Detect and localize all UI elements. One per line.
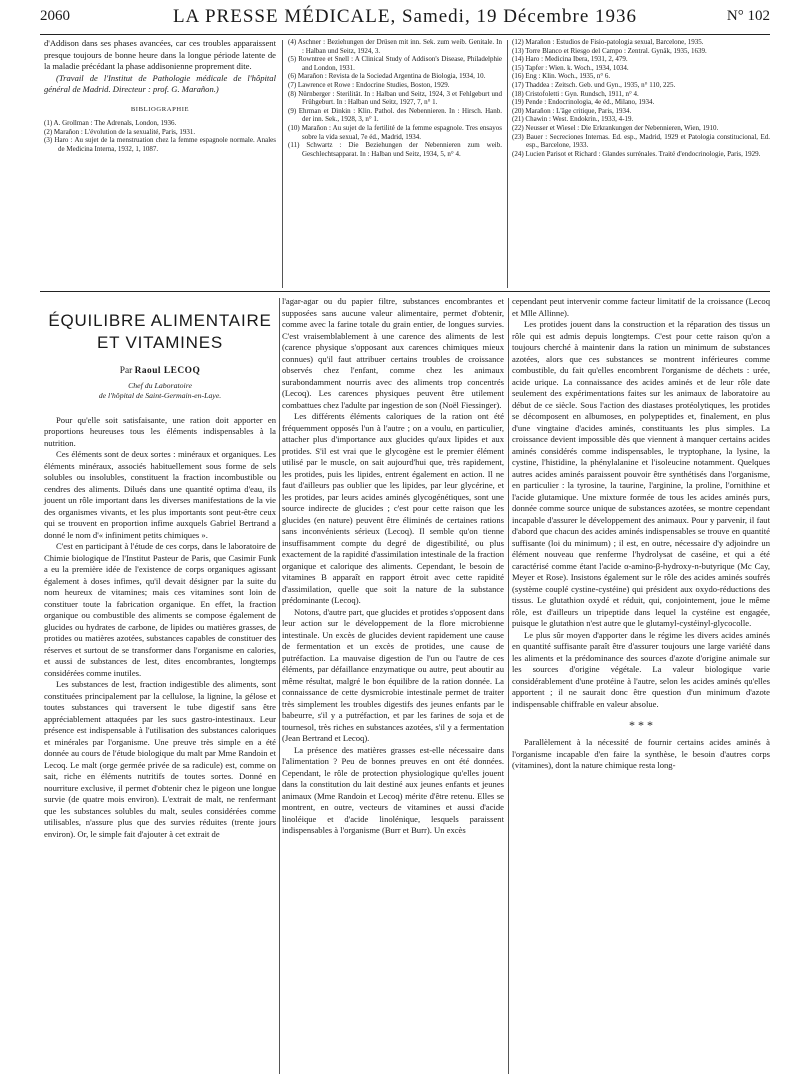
column-divider	[507, 40, 508, 288]
paragraph: Pour qu'elle soit satisfaisante, une ration doit apporter en proportions heureuses tous les éléments indispensables à la nutrition.	[44, 414, 276, 448]
header-rule	[40, 34, 770, 35]
author-name: Raoul LECOQ	[134, 366, 201, 376]
prev-article-caption: (Travail de l'Institut de Pathologie médicale de l'hôpital général de Madrid. Directeur : prof. G. Marañon.)	[44, 72, 276, 94]
reference-item: (19) Pende : Endocrinologia, 4e éd., Milano, 1934.	[512, 98, 655, 107]
article-title-line-1: ÉQUILIBRE ALIMENTAIRE	[48, 311, 272, 330]
reference-item: (20) Marañon : L'âge critique, Paris, 1934.	[512, 106, 632, 115]
section-separator: * * *	[629, 718, 653, 732]
paragraph: C'est en participant à l'étude de ces corps, dans le laboratoire de Chimie biologique de l'Institut Pasteur de Paris, que Casimir Funk a eu la première idée de l'existence de corps organiques agissant également à doses infimes, qu'il devait désigner par la suite du nom heureux de vitamines; mais ces vitamines sont loin de constituer toute la fabrication organique. En effet, la fraction organique ou combustible des aliments se compose également de glucides ou hydrates de carbone, de lipides ou matières grasses, de protides ou matières azotées, substances capables de constituer des réserves et surtout de se transformer dans l'organisme en calories, et aussi de substances de lest, dites encombrantes, longtemps considérées comme inutiles.	[44, 541, 276, 678]
reference-item: (8) Nürnberger : Sterilität. In : Halban und Seitz, 1924, 3 et Fehlgeburt und Frühgeburt. In : Halban und Seitz, 1927, 7, n° 1.	[288, 89, 502, 107]
paragraph: Les substances de lest, fraction indigestible des aliments, sont constituées principalement par la cellulose, la lignine, la gélose et toutes substances qui traversent le tube digestif sans être appréciablement attaquées par les sucs gastro-intestinaux. Leur présence est indispensable à l'utilisation des substances caloriques et minérales par l'organisme. Une preuve très simple en a été donnée au cours de l'étude biologique du malt par Mme Randoin et Lecoq. Le malt (orge germée privée de sa radicule) est, comme on sait, riche en éléments nutritifs de toutes sortes. Donné en nourriture exclusive, il permet d'obtenir chez le pigeon une longue survie (de quatre mois environ). L'extrait de malt, ne renfermant que les substances solubles du malt, seules considérées comme utilisables, n'assure plus que des survies réduites (trente jours environ). Or, le simple fait d'ajouter à cet extrait de	[44, 679, 276, 839]
reference-item: (9) Ehrman et Dinkin : Klin. Pathol. des Nebennieren. In : Hirsch. Hanb. der inn. Sek., 1928, 3, n° 1.	[288, 106, 502, 124]
reference-item: (22) Neusser et Wiesel : Die Erkrankungen der Nebennieren, Wien, 1910.	[512, 123, 719, 132]
reference-item: (6) Marañon : Revista de la Sociedad Argentina de Biologia, 1934, 10.	[288, 72, 486, 81]
reference-item: (24) Lucien Parisot et Richard : Glandes surrénales. Traité d'endocrinologie, Paris, 1929.	[512, 149, 761, 158]
author-affiliation	[44, 381, 276, 401]
reference-item: (1) A. Grollman : The Adrenals, London, 1936.	[44, 119, 177, 127]
reference-list-column-2	[288, 38, 502, 158]
paragraph: Le plus sûr moyen d'apporter dans le régime les divers acides aminés en quantité suffisante paraît être d'assurer toujours une large variété dans les aliments et la prédominance des sources d'azote d'origine animale sur les sources d'origine végétale. La valeur biologique varie considérablement d'une protéine à l'autre, selon les acides aminés qu'elles apportent ; il ne saurait donc être question d'un minimum d'azote indispensable chiffrable en valeur absolue.	[512, 629, 770, 709]
issue-number: N° 102	[726, 8, 770, 24]
paragraph: l'agar-agar ou du papier filtre, substances encombrantes et supposées sans aucune valeur alimentaire, permet d'obtenir, comme avec la farine totale du grain entier, de longues survies. C'est vraisemblablement à une carence des aliments de lest (carence physique s'opposant aux carences chimiques mieux connues) qu'il faut attribuer certains troubles de croissance observés chez l'enfant, comme chez les animaux surabondamment nourris avec des aliments trop concentrés (Lecoq). Les carences physiques peuvent être utilement combattues chez l'adulte par ingestion de son (Noël Fiessinger).	[282, 296, 504, 410]
prev-article-column-1	[44, 38, 276, 153]
reference-list	[44, 119, 276, 153]
column-divider	[508, 298, 509, 1074]
paragraph: Les différents éléments caloriques de la ration ont été fréquemment opposés l'un à l'autre ; on a voulu, en particulier, attacher plus d'importance aux glucides qu'aux lipides et aux protides. S'il est vrai que le glycogène est le premier élément utilisé par le muscle, on sait aujourd'hui que, très rapidement, les protides, puis les lipides, entrent également en action. Il ne faut d'ailleurs pas oublier que les lipides, par leur glycérine, et les protides, par leurs acides aminés glycogénétiques, sont une source indirecte de glucides ; c'est pour cette raison que les glucides (en nature) peuvent être éliminés de certaines rations sans inconvénients sérieux (Lecoq). Il semble qu'on tienne insuffisamment compte du degré de digestibilité, ou plus exactement de la rapidité d'assimilation intestinale de la fraction organique et calorique des aliments. Cependant, le besoin de vitamines B apparaît en rapport étroit avec cette rapidité d'assimilation, quelle que soit la nature de la substance prédominante (Lecoq).	[282, 411, 504, 605]
byline	[44, 366, 276, 378]
article-column-3	[512, 296, 770, 772]
prev-article-text: d'Addison dans ses phases avancées, car ces troubles apparaissent presque toujours de bonne heure dans la longue période latente de la maladie précédant la phase addisonienne proprement dite.	[44, 38, 276, 71]
reference-list-column-3	[512, 38, 770, 158]
article-column-1	[44, 296, 276, 840]
page-number: 2060	[40, 8, 70, 24]
column-divider	[279, 298, 280, 1074]
paragraph: Ces éléments sont de deux sortes : minéraux et organiques. Les éléments minéraux, associés habituellement sous forme de sels solubles ou insolubles, constituent la fraction incombustible ou cendres des aliments. Dilués dans une quantité optima d'eau, ils jouent un rôle important dans les diverses manifestations de la vie des organismes vivants, et les plus importants sont peut-être ceux qui se trouvent en proportion infime auxquels Gabriel Bertrand a donné le nom d'« infiniment petits chimiques ».	[44, 449, 276, 540]
paragraph: cependant peut intervenir comme facteur limitatif de la croissance (Lecoq et Mlle Allinne).	[512, 296, 770, 318]
bibliography-heading: BIBLIOGRAPHIE	[130, 105, 190, 113]
reference-item: (2) Marañon : L'évolution de la sexualité, Paris, 1931.	[44, 127, 196, 136]
paragraph: Parallèlement à la nécessité de fournir certains acides aminés à l'organisme incapable d'en faire la synthèse, le besoin d'autres corps (vitamines), dont la nature chimique resta long-	[512, 737, 770, 770]
reference-item: (17) Thaddea : Zeitsch. Geb. und Gyn., 1935, n° 110, 225.	[512, 80, 676, 89]
article-title	[44, 310, 276, 354]
paragraph: Les protides jouent dans la construction et la réparation des tissus un rôle qui est admis depuis longtemps. C'est pour cette raison qu'on a toujours cherché à maintenir dans la ration un minimum de substances azotées, alors que ces substances se montrent inférieures comme combustible, du fait qu'elles encombrent l'organisme de déchets : urée, acide urique. La connaissance des acides aminés et de leur rôle date seulement des expérimentations faites sur les animaux de laboratoire au début de ce siècle. Sous l'action des diastases protéolytiques, les protides se décomposent en albumoses, en polypeptides et, finalement, en plus d'une vingtaine d'acides aminés, constituants les plus simples. La croissance devient impossible dès que viennent à manquer certains acides aminés considérés comme indispensables, le tryptophane, la lysine, la cystine, l'histidine, la phénylalanine et l'isoleucine notamment. Quelques autres acides aminés paraissent pouvoir être synthétisés dans l'organisme, en particulier : la tyrosine, la taurine, l'arginine, la proline, l'ornithine et l'acide glutamique. Une mixture formée de tous les acides aminés purs, donnée comme source unique de substances azotées, se montre cependant incapable d'assurer le développement des animaux. Pour y parvenir, il faut d'abord que chacun des acides aminés indispensables se trouve en quantité suffisante (loi du minimum) ; il est, en outre, nécessaire d'y adjoindre un élément nouveau que renferme l'hydrolysat de caséine, et qui a été caractérisé comme étant l'acide α-amino-β-hydroxy-n-butyrique (Mc Cay, Meyer et Rose). Insistons également sur le rôle des acides aminés soufrés (système couplé cystine-cystéine) qui président aux oxydo-réductions des tissus. Le glutathion oxydé et réduit, qui, conjointement, joue le même rôle, est d'ailleurs un tripeptide dans lequel la cystéine est engagée, puisque le glutathion n'est autre que le glutamyl-cystéinyl-glycocolle.	[512, 319, 770, 628]
reference-item: (4) Aschner : Beziehungen der Drüsen mit inn. Sek. zum weib. Genitale. In : Halban und Seitz, 1924, 3.	[288, 38, 502, 55]
reference-item: (23) Bauer : Secreciones Internas. Ed. esp., Madrid, 1929 et Patologia constitucional, Ed. esp., Barcelone, 1933.	[512, 132, 770, 150]
reference-item: (3) Haro : Au sujet de la menstruation chez la femme espagnole normale. Anales de Medicina Interna, 1932, 1, 1087.	[44, 136, 276, 153]
article-column-2	[282, 296, 504, 837]
reference-item: (16) Eng : Klin. Woch., 1935, n° 6.	[512, 72, 611, 81]
journal-title: LA PRESSE MÉDICALE, Samedi, 19 Décembre 1936	[172, 6, 638, 27]
paragraph: La présence des matières grasses est-elle nécessaire dans l'alimentation ? Peu de bonnes preuves en ont été données. Cependant, le rôle de protection physiologique qu'elles jouent dans la constitution du lait destiné aux jeunes enfants et jeunes animaux (Mme Randoin et Lecoq) mérite d'être retenu. Elles se montrent, en outre, vecteurs de vitamines et aussi d'acide linoléique et d'acide linolénique, lesquels paraissent indispensables à l'organisme (Burr et Burr). Un excès	[282, 744, 504, 835]
reference-item: (5) Rowntree et Snell : A Clinical Study of Addison's Disease, Philadelphie and London, 1931.	[288, 55, 502, 72]
reference-item: (7) Lawrence et Rowe : Endocrine Studies, Boston, 1929.	[288, 80, 450, 89]
column-divider	[282, 40, 283, 288]
reference-item: (21) Chawin : West. Endokrin., 1933, 4-19.	[512, 115, 634, 124]
affiliation-line-2: de l'hôpital de Saint-Germain-en-Laye.	[98, 390, 222, 400]
affiliation-line-1: Chef du Laboratoire	[128, 380, 192, 390]
byline-prefix: Par	[119, 366, 133, 376]
article-title-line-2: ET VITAMINES	[96, 333, 224, 352]
reference-item: (11) Schwartz : Die Beziehungen der Nebennieren zum weib. Geschlechtsapparat. In : Halban und Seitz, 1934, 5, n° 4.	[288, 141, 502, 158]
reference-item: (15) Tapfer : Wien. k. Woch., 1934, 1034.	[512, 63, 629, 72]
reference-item: (12) Marañon : Estudios de Fisio-patologia sexual, Barcelone, 1935.	[512, 38, 704, 46]
section-rule	[40, 291, 770, 292]
page-header	[40, 6, 770, 32]
reference-item: (13) Torre Blanco et Riesgo del Campo : Zentral. Gynäk, 1935, 1639.	[512, 46, 707, 55]
reference-item: (18) Cristofoletti : Gyn. Rundsch, 1911, n° 4.	[512, 89, 639, 98]
paragraph: Notons, d'autre part, que glucides et protides s'opposent dans leur action sur le développement de la flore microbienne intestinale. Un excès de glucides devient rapidement une cause de fermentation et un excès de protides, une cause de putréfaction. La mauvaise digestion de l'un ou l'autre de ces éléments, par défaillance enzymatique ou autre, peut aboutir au même résultat, malgré le bon équilibre de la ration donnée. La connaissance de cette dysmicrobie intestinale permet de traiter très simplement les troubles digestifs des jeunes enfants par le babeurre, s'il y a putréfaction, et par les farines de soja et de tournesol, très riches en substances azotées, s'il y a fermentation (Jean Bertrand et Lecoq).	[282, 606, 504, 743]
reference-item: (14) Haro : Medicina Ibera, 1931, 2, 479.	[512, 55, 628, 64]
reference-item: (10) Marañon : Au sujet de la fertilité de la femme espagnole. Tres ensayos sobre la vida sexual, 7e éd., Madrid, 1934.	[288, 123, 502, 141]
